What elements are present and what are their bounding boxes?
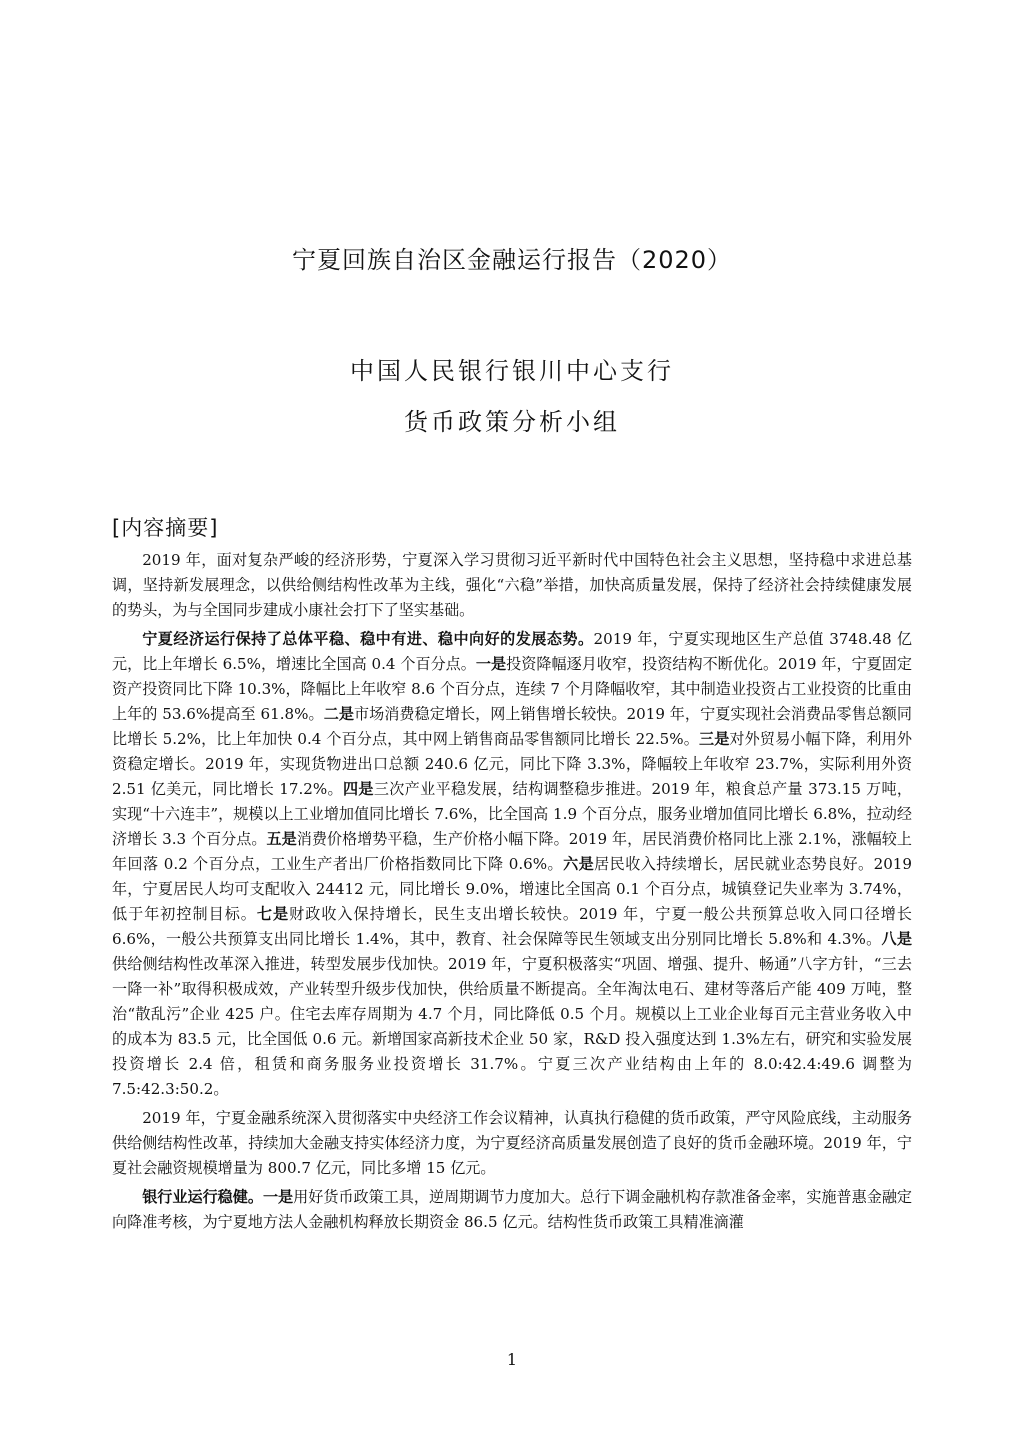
- section-heading: [内容摘要]: [112, 516, 219, 540]
- page-number: 1: [506, 1350, 518, 1369]
- bold-lead: 宁夏经济运行保持了总体平稳、稳中有进、稳中向好的发展态势。: [142, 630, 594, 648]
- org-name: 中国人民银行银川中心支行: [350, 357, 674, 385]
- page-title: 宁夏回族自治区金融运行报告（2020）: [291, 246, 733, 274]
- paragraph-text: 消费价格增势平稳，生产价格小幅下降。2019 年，居民消费价格同比上涨 2.1%，涨幅较上年回落 0.2 个百分点，工业生产者出厂价格指数同比下降 0.6%。: [112, 830, 912, 873]
- paragraph-text: 市场消费稳定增长，网上销售增长较快。2019 年，宁夏实现社会消费品零售总额同比增长 5.2%，比上年加快 0.4 个百分点，其中网上销售商品零售额同比增长 22.5%。: [112, 705, 913, 748]
- paragraph-finance: 2019 年，宁夏金融系统深入贯彻落实中央经济工作会议精神，认真执行稳健的货币政策，严守风险底线，主动服务供给侧结构性改革，持续加大金融支持实体经济力度，为宁夏经济高质量发展创造了良好的货币金融环境。2019 年，宁夏社会融资规模增量为 800.7 亿元，同比多增 15 亿元。: [112, 1109, 912, 1177]
- org-group: 货币政策分析小组: [404, 408, 620, 436]
- paragraph-text: 投资降幅逐月收窄，投资结构不断优化。2019 年，宁夏固定资产投资同比下降 10.3%，降幅比上年收窄 8.6 个百分点，连续 7 个月降幅收窄，其中制造业投资占工业投资的比重由上年的 53.6%提高至 61.8%。: [112, 655, 912, 723]
- paragraph-intro: 2019 年，面对复杂严峻的经济形势，宁夏深入学习贯彻习近平新时代中国特色社会主义思想，坚持稳中求进总基调，坚持新发展理念，以供给侧结构性改革为主线，强化“六稳”举措，加快高质量发展，保持了经济社会持续健康发展的势头，为与全国同步建成小康社会打下了坚实基础。: [112, 551, 912, 619]
- bold-keyword: 二是: [323, 705, 354, 723]
- bold-keyword: 一是: [475, 655, 507, 673]
- bold-keyword: 八是: [881, 930, 912, 948]
- body-content: [112, 548, 912, 1239]
- bold-lead: 银行业运行稳健。: [142, 1188, 263, 1206]
- bold-keyword: 六是: [563, 855, 595, 873]
- paragraph-text: 用好货币政策工具，逆周期调节力度加大。总行下调金融机构存款准备金率，实施普惠金融定向降准考核，为宁夏地方法人金融机构释放长期资金 86.5 亿元。结构性货币政策工具精准滴灌: [112, 1188, 913, 1231]
- bold-keyword: 四是: [342, 780, 374, 798]
- paragraph-text: 供给侧结构性改革深入推进，转型发展步伐加快。2019 年，宁夏积极落实“巩固、增强、提升、畅通”八字方针，“三去一降一补”取得积极成效，产业转型升级步伐加快，供给质量不断提高。全年淘汰电石、建材等落后产能 409 万吨，整治“散乱污”企业 425 户。住宅去库存周期为 4.7 个月，同比降低 0.5 个月。规模以上工业企业每百元主营业务收入中的成本为 83.5 元，比全国低 0.6 元。新增国家高新技术企业 50 家，R&D 投入强度达到 1.3%左右，研究和实验发展投资增长 2.4 倍，租赁和商务服务业投资增长 31.7%。宁夏三次产业结构由上年的 8.0:42.4:49.6 调整为 7.5:42.3:50.2。: [112, 955, 912, 1098]
- bold-keyword: 三是: [698, 730, 730, 748]
- paragraph-text: 对外贸易小幅下降，利用外资稳定增长。2019 年，实现货物进出口总额 240.6 亿元，同比下降 3.3%，降幅较上年收窄 23.7%，实际利用外资 2.51 亿美元，同比增长 17.2%。: [112, 730, 912, 798]
- bold-keyword: 五是: [266, 830, 297, 848]
- paragraph-banking: [112, 1185, 912, 1235]
- bold-keyword: 一是: [262, 1188, 294, 1206]
- paragraph-text: 财政收入保持增长，民生支出增长较快。2019 年，宁夏一般公共预算总收入同口径增长 6.6%，一般公共预算支出同比增长 1.4%，其中，教育、社会保障等民生领域支出分别同比增长 5.8%和 4.3%。: [112, 905, 912, 948]
- bold-keyword: 七是: [256, 905, 290, 923]
- paragraph-text: 2019 年，宁夏实现地区生产总值 3748.48 亿元，比上年增长 6.5%，增速比全国高 0.4 个百分点。: [112, 630, 912, 673]
- paragraph-economy: [112, 627, 912, 1102]
- paragraph-text: 居民收入持续增长，居民就业态势良好。2019 年，宁夏居民人均可支配收入 24412 元，同比增长 9.0%，增速比全国高 0.1 个百分点，城镇登记失业率为 3.74%，低于年初控制目标。: [112, 855, 912, 923]
- paragraph-text: 三次产业平稳发展，结构调整稳步推进。2019 年，粮食总产量 373.15 万吨，实现“十六连丰”，规模以上工业增加值同比增长 7.6%，比全国高 1.9 个百分点，服务业增加值同比增长 6.8%，拉动经济增长 3.3 个百分点。: [112, 780, 912, 848]
